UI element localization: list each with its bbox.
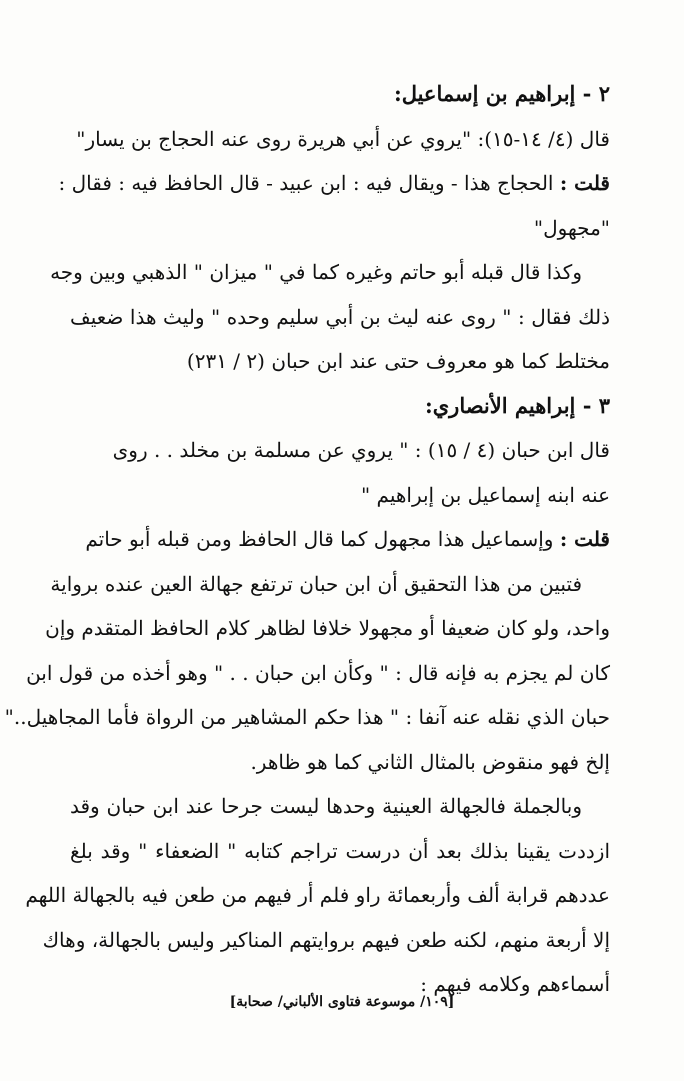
text-line: ذلك فقال : " روى عنه ليث بن أبي سليم وحده " وليث هذا ضعيف: [70, 304, 610, 329]
text-line: قال (٤/ ١٤-١٥): "يروي عن أبي هريرة روى عنه الحجاج بن يسار": [76, 126, 610, 151]
text-line: كان لم يجزم به فإنه قال : " وكأن ابن حبان . . " وهو أخذه من قول ابن: [26, 660, 610, 685]
text-line: عنه ابنه إسماعيل بن إبراهيم ": [360, 482, 610, 507]
text-line: مختلط كما هو معروف حتى عند ابن حبان (٢ / ٢٣١): [186, 349, 610, 373]
page-body: [4, 72, 610, 1007]
heading-ibrahim-al-ansari: ٣ - إبراهيم الأنصاري:: [424, 392, 610, 418]
qult-label: قلت :: [559, 171, 610, 195]
text-line: [70, 517, 610, 562]
qult-label: قلت :: [559, 527, 610, 551]
text-line: فتبين من هذا التحقيق أن ابن حبان ترتفع جهالة العين عنده برواية: [50, 571, 582, 596]
text-line: واحد، ولو كان ضعيفا أو مجهولا خلافا لظاهر كلام الحافظ المتقدم وإن: [45, 616, 610, 640]
text-line: حبان الذي نقله عنه آنفا : " هذا حكم المشاهير من الرواة فأما المجاهيل..": [4, 705, 610, 729]
text-line: وبالجملة فالجهالة العينية وحدها ليست جرحا عند ابن حبان وقد: [70, 794, 582, 818]
text-line: [58, 161, 610, 206]
text-line: إلا أربعة منهم، لكنه طعن فيهم بروايتهم المناكير وليس بالجهالة، وهاك: [42, 927, 610, 952]
text-line: عددهم قرابة ألف وأربعمائة راو فلم أر فيهم من طعن فيه بالجهالة اللهم: [25, 883, 610, 907]
page-footer: [١٠٩/ موسوعة فتاوى الألباني/ صحابة]: [229, 994, 455, 1010]
text-span: وإسماعيل هذا مجهول كما قال الحافظ ومن قبله أبو حاتم: [85, 527, 554, 551]
text-span: الحجاج هذا - ويقال فيه : ابن عبيد - قال الحافظ فيه : فقال :: [58, 171, 554, 195]
text-line: إلخ فهو منقوض بالمثال الثاني كما هو ظاهر.: [250, 749, 610, 774]
text-line: وكذا قال قبله أبو حاتم وغيره كما في " ميزان " الذهبي وبين وجه: [50, 260, 582, 284]
text-line: أسماءهم وكلامه فيهم :: [420, 972, 610, 996]
text-line: قال ابن حبان (٤ / ١٥) : " يروي عن مسلمة بن مخلد . . روى: [112, 438, 610, 462]
heading-ibrahim-ibn-ismail: ٢ - إبراهيم بن إسماعيل:: [393, 81, 610, 106]
text-line: ازددت يقينا بذلك بعد أن درست تراجم كتابه " الضعفاء " وقد بلغ: [70, 838, 610, 863]
text-line: "مجهول": [533, 215, 610, 240]
